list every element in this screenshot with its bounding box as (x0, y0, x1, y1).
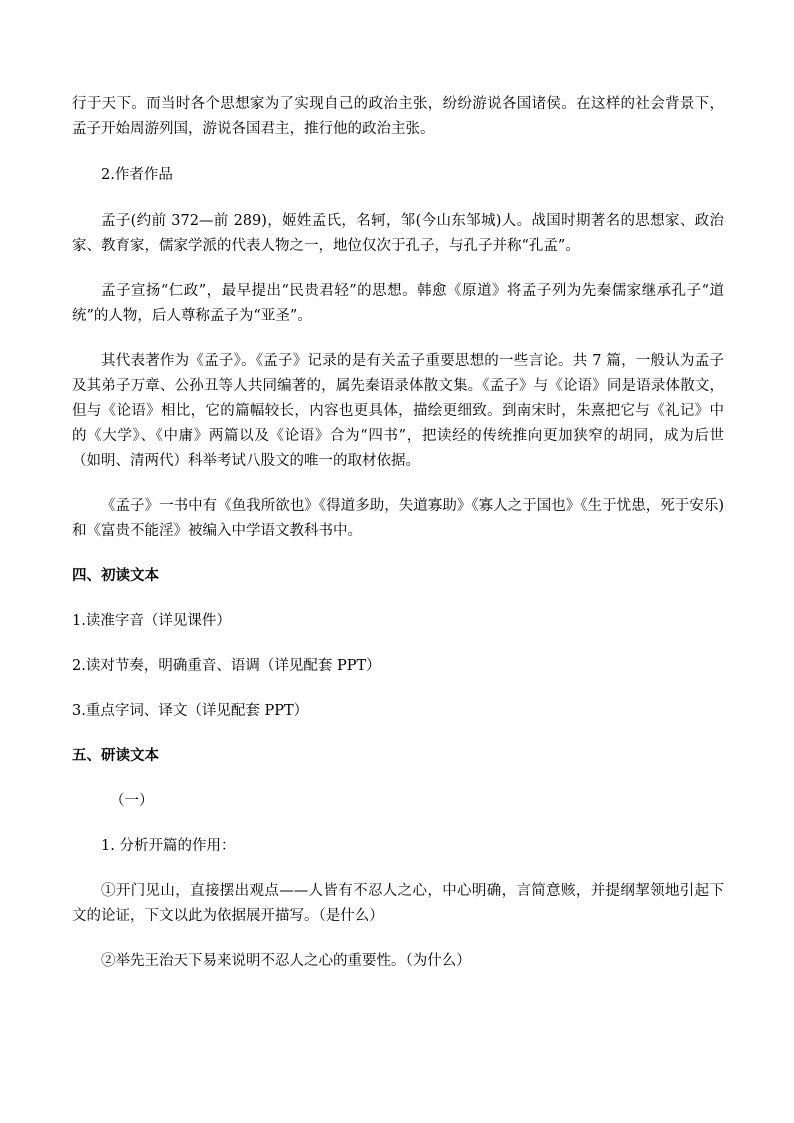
answer-what: ①开门见山，直接摆出观点——人皆有不忍人之心，中心明确，言简意赅，并提纲挈领地引起下文的论证，下文以此为依据展开描写。（是什么） (72, 883, 724, 924)
paragraph-renzheng: 孟子宣扬“仁政”，最早提出“民贵君轻”的思想。韩愈《原道》将孟子列为先秦儒家继承孔子“道统”的人物，后人尊称孟子为“亚圣”。 (72, 283, 724, 324)
first-reading-item-3: 3.重点字词、译文（详见配套 PPT） (72, 703, 309, 719)
heading-study-reading: 五、研读文本 (72, 748, 159, 764)
section-title-author-works: 2.作者作品 (101, 167, 173, 183)
document-page (72, 92, 724, 974)
paragraph-mencius-bio: 孟子(约前 372—前 289)，姬姓孟氏，名轲，邹(今山东邹城)人。战国时期著名的思想家、政治家、教育家，儒家学派的代表人物之一，地位仅次于孔子，与孔子并称“孔孟”。 (72, 213, 724, 254)
subsection-one: （一） (110, 793, 154, 809)
paragraph-representative-work: 其代表著作为《孟子》。《孟子》记录的是有关孟子重要思想的一些言论。共 7 篇，一般认为孟子及其弟子万章、公孙丑等人共同编著的，属先秦语录体散文集。《孟子》与《论语》同是语录体散文，但与《论语》相比，它的篇幅较长，内容也更具体，描绘更细致。到南宋时，朱熹把它与《礼记》中的《大学》、《中庸》两篇以及《论语》合为“四书”，把读经的传统推向更加狭窄的胡同，成为后世（如明、清两代）科举考试八股文的唯一的取材依据。 (72, 353, 724, 469)
first-reading-item-2: 2.读对节奏，明确重音、语调（详见配套 PPT） (72, 658, 381, 674)
first-reading-item-1: 1.读准字音（详见课件） (72, 613, 231, 629)
paragraph-textbook-selections: 《孟子》一书中有《鱼我所欲也》《得道多助，失道寡助》《寡人之于国也》《生于忧患，死于安乐)和《富贵不能淫》被编入中学语文教科书中。 (72, 498, 724, 539)
question-opening-function: 1. 分析开篇的作用： (101, 838, 236, 854)
answer-why: ②举先王治天下易来说明不忍人之心的重要性。（为什么） (101, 953, 471, 969)
paragraph-background: 行于天下。而当时各个思想家为了实现自己的政治主张，纷纷游说各国诸侯。在这样的社会背景下，孟子开始周游列国，游说各国君主，推行他的政治主张。 (72, 96, 724, 137)
heading-first-reading: 四、初读文本 (72, 568, 159, 584)
